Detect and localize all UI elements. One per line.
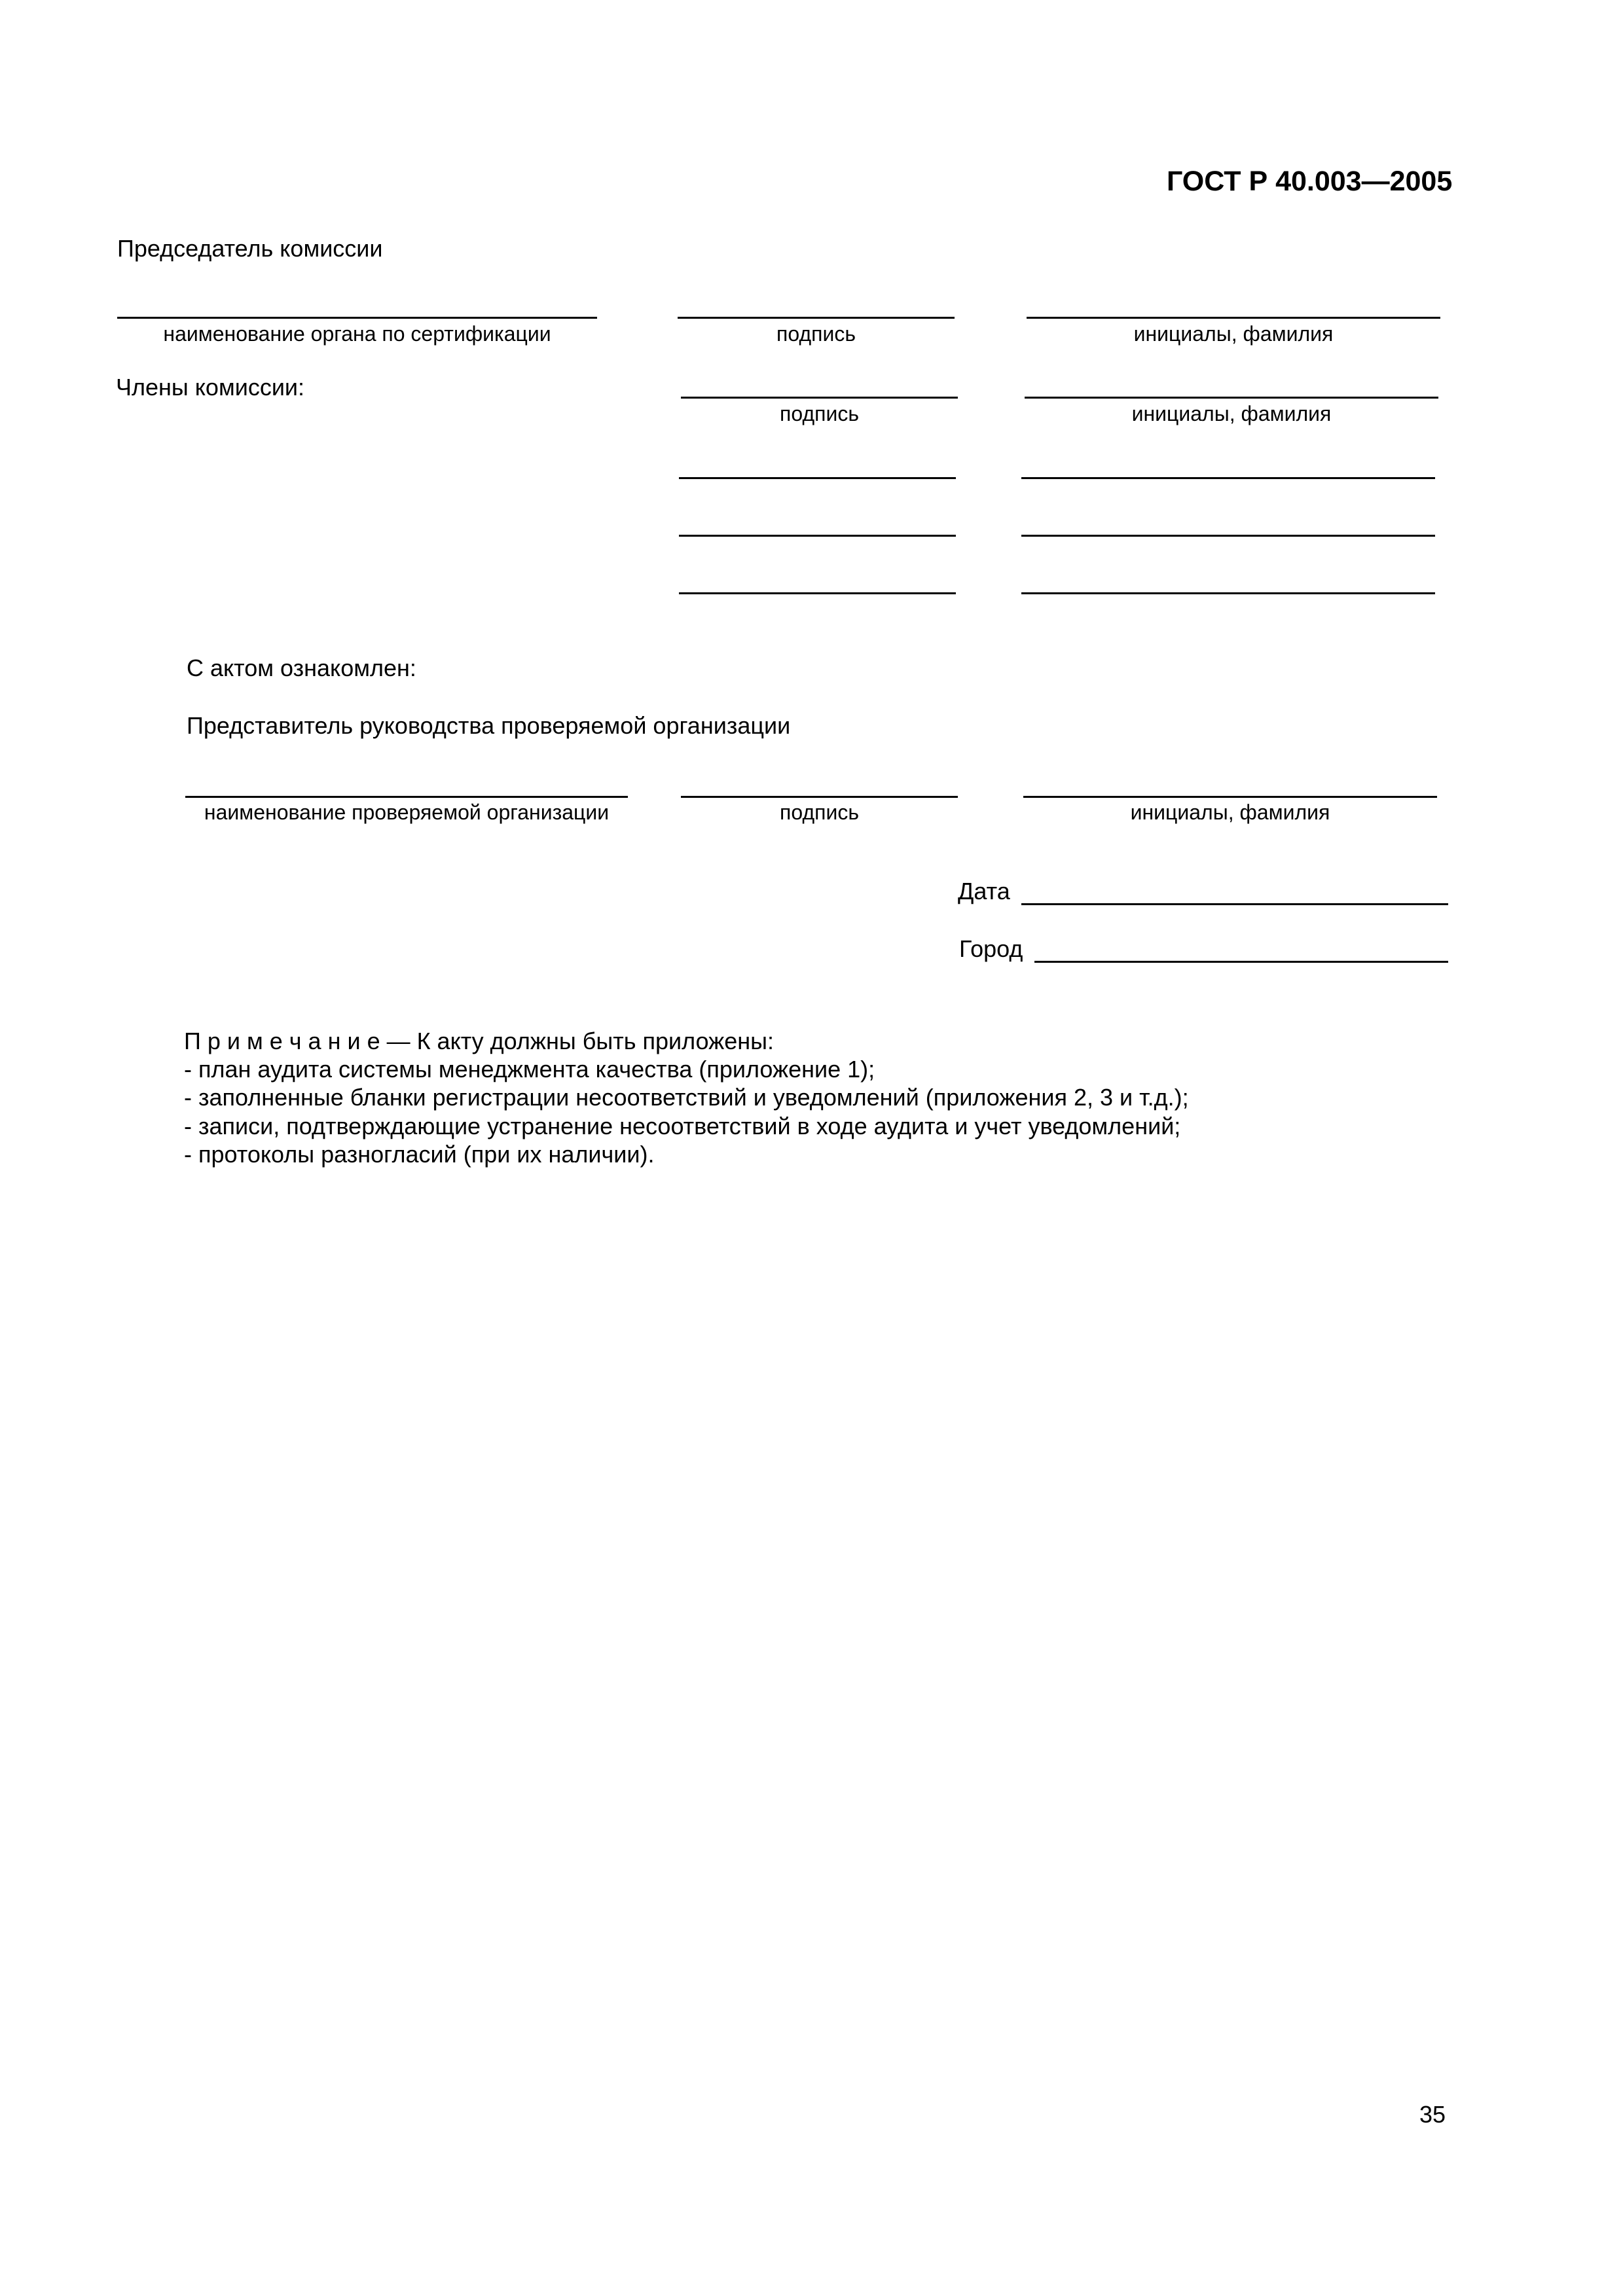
note-heading: П р и м е ч а н и е — К акту должны быть приложены: — [184, 1028, 774, 1054]
note-item: - протоколы разногласий (при их наличии). — [184, 1141, 655, 1168]
member-3-name-line — [1021, 535, 1435, 537]
member-4-signature-line — [679, 592, 956, 594]
document-code: ГОСТ Р 40.003—2005 — [1167, 166, 1453, 197]
members-name-caption: инициалы, фамилия — [1131, 402, 1332, 425]
audited-org-caption: наименование проверяемой организации — [204, 800, 610, 824]
note-item: - записи, подтверждающие устранение несоответствий в ходе аудита и учет уведомлений; — [184, 1113, 1181, 1139]
chairman-label: Председатель комиссии — [117, 235, 383, 262]
representative-signature-line — [681, 796, 958, 798]
note-item: - план аудита системы менеджмента качества (приложение 1); — [184, 1056, 875, 1083]
member-1-signature-line — [681, 397, 958, 399]
chairman-org-line — [117, 317, 597, 319]
note-item: - заполненные бланки регистрации несоответствий и уведомлений (приложения 2, 3 и т.д.); — [184, 1084, 1189, 1111]
page-number: 35 — [1419, 2101, 1446, 2128]
members-signature-caption: подпись — [780, 402, 859, 425]
representative-signature-caption: подпись — [780, 800, 859, 824]
date-label: Дата — [958, 878, 1010, 905]
chairman-signature-caption: подпись — [776, 322, 856, 346]
members-label: Члены комиссии: — [116, 374, 305, 401]
representative-name-caption: инициалы, фамилия — [1130, 800, 1330, 824]
member-2-name-line — [1021, 477, 1435, 479]
member-3-signature-line — [679, 535, 956, 537]
representative-name-line — [1023, 796, 1437, 798]
chairman-name-line — [1027, 317, 1440, 319]
member-4-name-line — [1021, 592, 1435, 594]
date-field-line — [1021, 903, 1448, 905]
chairman-org-caption: наименование органа по сертификации — [163, 322, 551, 346]
chairman-name-caption: инициалы, фамилия — [1133, 322, 1334, 346]
audited-org-line — [185, 796, 628, 798]
member-1-name-line — [1025, 397, 1438, 399]
city-field-line — [1034, 961, 1448, 963]
member-2-signature-line — [679, 477, 956, 479]
city-label: Город — [959, 935, 1023, 962]
acknowledgement-label: С актом ознакомлен: — [187, 655, 416, 681]
representative-label: Представитель руководства проверяемой организации — [187, 712, 791, 739]
chairman-signature-line — [678, 317, 955, 319]
